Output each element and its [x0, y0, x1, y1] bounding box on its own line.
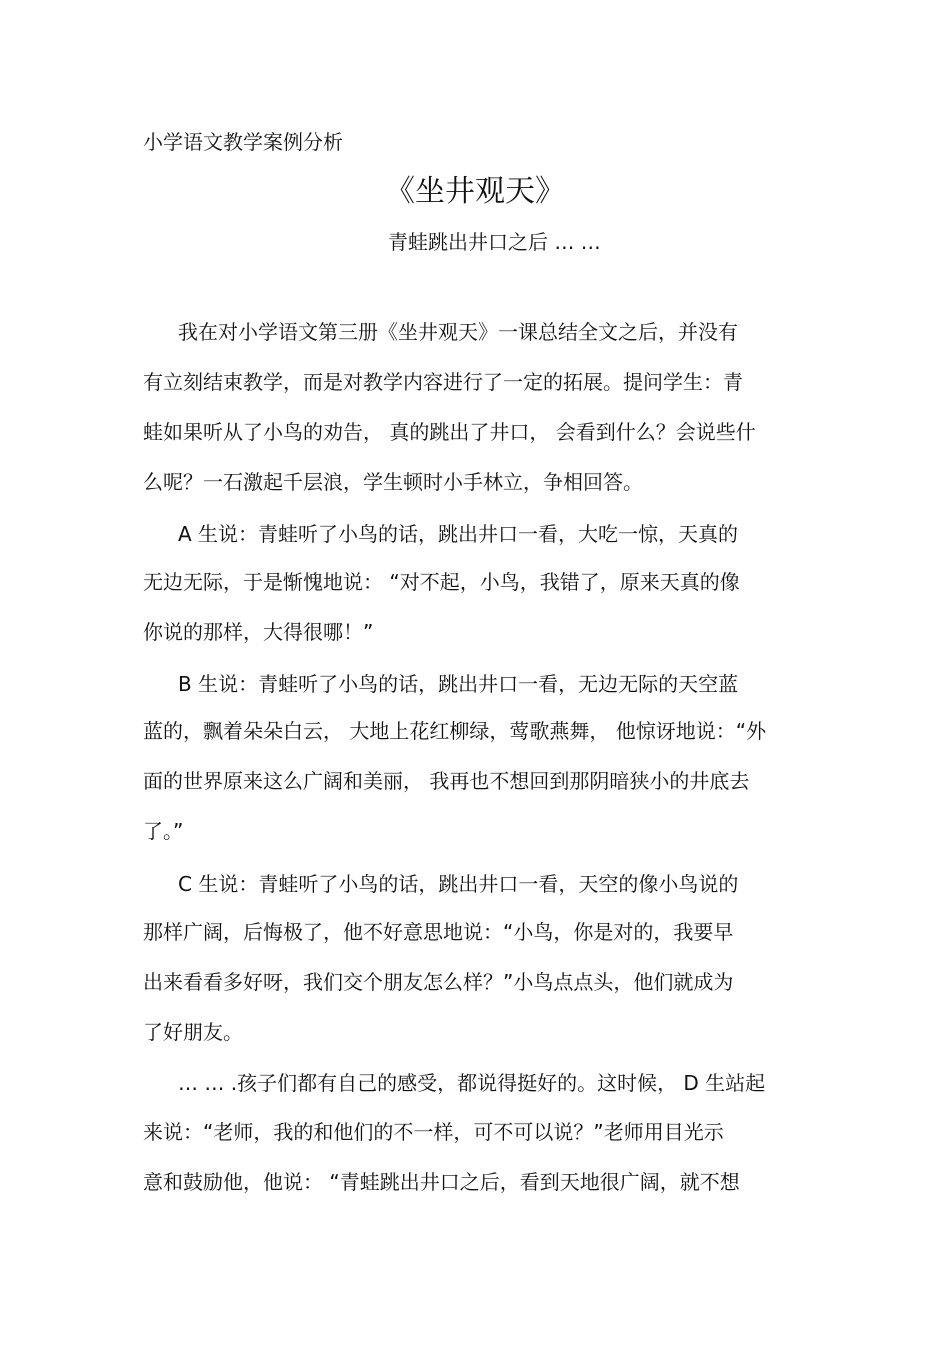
paragraph-5-line-2: 来说：“老师，我的和他们的不一样，可不可以说？”老师用目光示 — [143, 1120, 724, 1144]
paragraph-2-line-1: A 生说：青蛙听了小鸟的话，跳出井口一看，大吃一惊，天真的 — [178, 522, 739, 546]
document-subtitle: 青蛙跳出井口之后 … … — [388, 230, 601, 254]
paragraph-4-line-2: 那样广阔，后悔极了，他不好意思地说：“小鸟，你是对的，我要早 — [143, 920, 734, 944]
paragraph-2-line-2: 无边无际，于是惭愧地说： “对不起，小鸟，我错了，原来天真的像 — [143, 570, 740, 594]
paragraph-2-line-3: 你说的那样，大得很哪！” — [143, 620, 374, 644]
header-label: 小学语文教学案例分析 — [143, 130, 343, 154]
paragraph-3-line-2: 蓝的，飘着朵朵白云， 大地上花红柳绿，莺歌燕舞， 他惊讶地说：“外 — [143, 719, 767, 743]
document-title: 《坐井观天》 — [385, 174, 565, 209]
paragraph-4-line-1: C 生说：青蛙听了小鸟的话，跳出井口一看，天空的像小鸟说的 — [178, 872, 739, 896]
paragraph-1-line-3: 蛙如果听从了小鸟的劝告， 真的跳出了井口， 会看到什么？会说些什 — [143, 420, 756, 444]
paragraph-4-line-4: 了好朋友。 — [143, 1020, 243, 1044]
paragraph-5-line-1: … … .孩子们都有自己的感受，都说得挺好的。这时候， D 生站起 — [178, 1071, 766, 1095]
paragraph-5-line-3: 意和鼓励他，他说： “青蛙跳出井口之后，看到天地很广阔，就不想 — [143, 1170, 740, 1194]
paragraph-3-line-3: 面的世界原来这么广阔和美丽， 我再也不想回到那阴暗狭小的井底去 — [143, 769, 750, 793]
paragraph-3-line-4: 了。” — [143, 819, 184, 843]
paragraph-3-line-1: B 生说：青蛙听了小鸟的话，跳出井口一看，无边无际的天空蓝 — [178, 672, 739, 696]
paragraph-1-line-1: 我在对小学语文第三册《坐井观天》一课总结全文之后，并没有 — [178, 320, 738, 344]
paragraph-1-line-2: 有立刻结束教学，而是对教学内容进行了一定的拓展。提问学生：青 — [143, 370, 743, 394]
paragraph-1-line-4: 么呢？一石激起千层浪，学生顿时小手林立，争相回答。 — [143, 470, 643, 494]
paragraph-4-line-3: 出来看看多好呀，我们交个朋友怎么样？”小鸟点点头，他们就成为 — [143, 970, 734, 994]
